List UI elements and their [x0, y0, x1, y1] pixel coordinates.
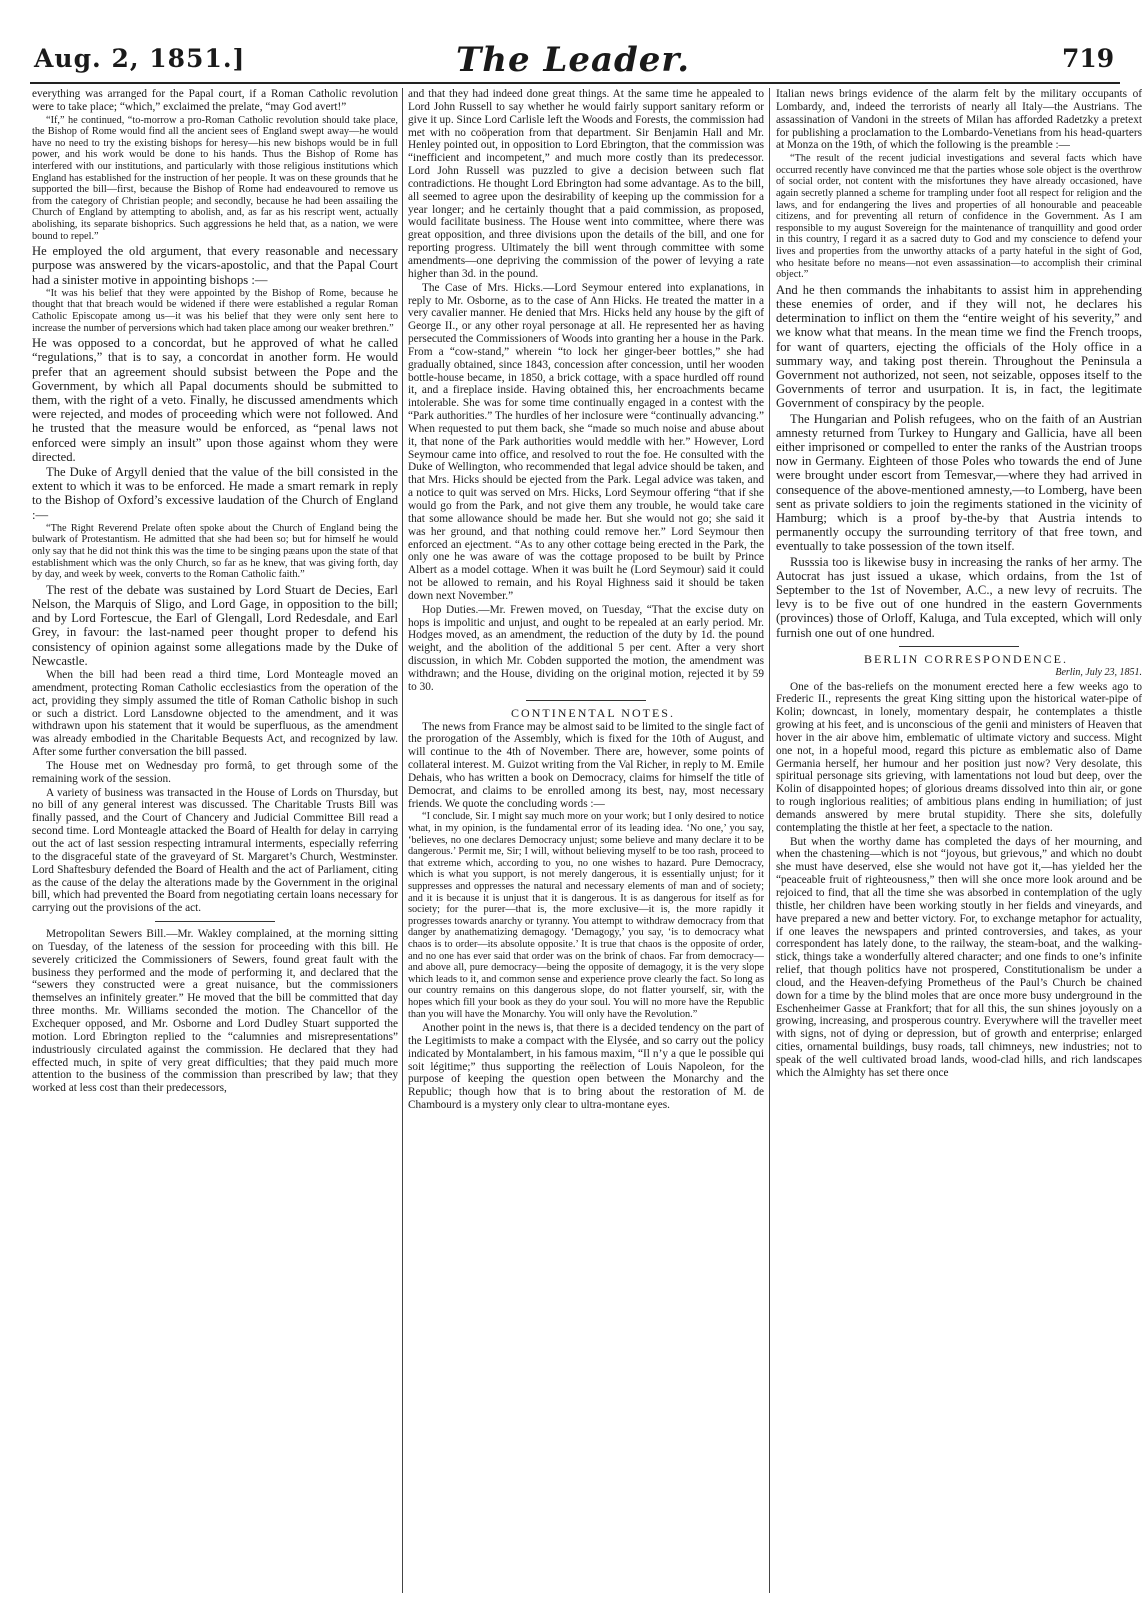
dateline: Berlin, July 23, 1851.: [1055, 666, 1142, 678]
paragraph: When the bill had been read a third time, Lord Monteagle moved an amendment, protecting Roman Catholic ecclesiastics from the operation of the act, providing they simply assumed the title of Roman Catholic bishop in such or such a district. Lord Lansdowne objected to the amendment, and it was withdrawn upon his statement that it would be superfluous, as the amendment was already embodied in the Charitable Bequests Act, and recognized by law. After some further conversation the bill passed.: [32, 669, 398, 759]
quotation: “The result of the recent judicial investigations and several facts which have occurred recently have convinced me that the parties whose sole object is the overthrow of social order, not content with the misfortunes they have already occasioned, have again secretly planned a scheme for trampling under foot all respect for religion and the laws, and for endangering the lives and properties of all honourable and peaceable citizens, and for preventing all return of confidence in the Government. As I am responsible to my august Sovereign for the maintenance of tranquillity and good order in this country, I regard it as a sacred duty to God and my conscience to defend your lives and properties from the unworthy attacks of a party hateful in the sight of God, who hesitate before no means—not even assassination—to accomplish their criminal object.”: [776, 153, 1142, 281]
quotation: “It was his belief that they were appointed by the Bishop of Rome, because he thought that that breach would be widened if there were established a regular Roman Catholic Episcopate among us—it was his belief that they were only sent here to increase the number of perversions which had taken place among our weaker brethren.”: [32, 287, 398, 334]
section-rule: [899, 646, 1019, 647]
paragraph: everything was arranged for the Papal court, if a Roman Catholic revolution were to take place; “which,” exclaimed the prelate, “may God avert!”: [32, 88, 398, 113]
paragraph: The Case of Mrs. Hicks.—Lord Seymour entered into explanations, in reply to Mr. Osborne, as to the case of Ann Hicks. He treated the matter in a very cavalier manner. He denied that Mrs. Hicks held any house by the gift of George II., or any other royal personage at all. He represented her as having persecuted the Commissioners of Woods into granting her a house in the Park. From a “cow-stand,” wherein “to lock her ginger-beer bottles,” she had gradually obtained, since 1843, concession after concession, until her wooden bottle-house became, in 1850, a brick cottage, with a space hurdled off round it, and a fireplace inside. Having obtained this, her encroachments became intolerable. She was for some time continually engaged in a contest with the “Park authorities.” The hurdles of her inclosure were “continually advancing.” When requested to put them back, she “made so much noise and abuse about it, that none of the Park authorities would meddle with her.” However, Lord Seymour came into office, and resolved to rout the foe. He consulted with the Duke of Wellington, who recommended that legal advice should be taken, and that Mrs. Hicks should be ejected from the Park. Legal advice was taken, and a notice to quit was served on Mrs. Hicks, Lord Seymour offering “that if she would go from the Park, and not give them any trouble, he would take care that some allowance should be made her. But she would not go; she said it was her ground, and that nothing could remove her.” Lord Seymour then enforced an ejectment. “As to any other cottage being erected in the Park, the only one he was aware of was the cottage proposed to be built by Prince Albert as a model cottage. When it was built he (Lord Seymour) said it could not be allowed to remain, and his Royal Highness said it should be taken down next November.”: [408, 281, 764, 602]
section-rule: [526, 700, 646, 701]
column-3: [776, 88, 1142, 1603]
masthead: [0, 0, 1146, 78]
section-heading: BERLIN CORRESPONDENCE.: [863, 651, 1068, 666]
paragraph: Hop Duties.—Mr. Frewen moved, on Tuesday, “That the excise duty on hops is impolitic and unjust, and ought to be repealed at an early period. Mr. Hodges moved, as an amendment, the reduction of the duty by 1d. the pound weight, and the abolition of the additional 5 per cent. After a very short discussion, in which Mr. Cobden supported the motion, the amendment was withdrawn; and the House, dividing on the original motion, rejected it by 59 to 30.: [408, 603, 764, 693]
section-rule: [155, 921, 275, 922]
paragraph: The Hungarian and Polish refugees, who on the faith of an Austrian amnesty returned from Turkey to Hungary and Gallicia, have all been either imprisoned or compelled to enter the ranks of the Austrian troops now in Germany. Eighteen of those Poles who towards the end of June were brought under escort from Temesvar,—where they had arrived in consequence of the above-mentioned amnesty,—to Lomberg, have been sent as private soldiers to join the regiments stationed in the vicinity of Hamburg; which is a proof by-the-by that Austria intends to permanently occupy the surrounding territory of that free town, and eventually to take possession of the town itself.: [776, 411, 1142, 554]
paragraph: and that they had indeed done great things. At the same time he appealed to Lord John Russell to say whether he would fairly support sanitary reform or give it up. Since Lord Carlisle left the Woods and Forests, the commission had met with no coöperation from that department. Sir Benjamin Hall and Mr. Henley pointed out, in opposition to Lord Ebrington, that the commission was “inefficient and incompetent,” and much more costly than its predecessor. Lord John Russell was puzzled to give a decision between such flat contradictions. He thought Lord Ebrington had some advantage. As to the bill, all seemed to agree upon the desirability of keeping up the commission for a year longer; and he certainly thought that a paid commission, as proposed, would facilitate business. The House went into committee, where there was great opposition, and three divisions upon the details of the bill, and one for reporting progress. Ultimately the bill went through committee with some amendments—one depriving the commission of the power of levying a rate higher than 3d. in the pound.: [408, 88, 764, 280]
paragraph: The House met on Wednesday pro formâ, to get through some of the remaining work of the session.: [32, 759, 398, 785]
paragraph: The rest of the debate was sustained by Lord Stuart de Decies, Earl Nelson, the Marquis of Sligo, and Lord Gage, in opposition to the bill; and by Lord Fortescue, the Earl of Glengall, Lord Redesdale, and Earl Grey, in favour: the last-named peer thought proper to defend his consistency of opinion against some allegations made by the Duke of Newcastle.: [32, 582, 398, 668]
column-divider-2: [769, 88, 770, 1593]
paragraph: A variety of business was transacted in the House of Lords on Thursday, but no bill of any general interest was discussed. The Charitable Trusts Bill was finally passed, and the Court of Chancery and Judicial Committee Bill read a second time. Lord Monteagle attacked the Board of Health for delay in carrying out the act of last session respecting intramural interments, especially referring to the disgraceful state of the graveyard of St. Margaret’s Church, Westminster. Lord Shaftesbury defended the Board of Health and the act of Parliament, citing as the cause of the delay the alterations made by the Government in the original bill, which had prevented the Board from negotiating certain loans necessary for carrying out the provisions of the act.: [32, 786, 398, 915]
paragraph: One of the bas-reliefs on the monument erected here a few weeks ago to Frederic II., represents the great King sitting upon the historical water-pipe of Kolin; downcast, in lonely, momentary despair, he contemplates a thistle growing at his feet, and is unconscious of the genii and ministers of Heaven that hover in the air above him, emblematic of ultimate victory and success. Might one not, in a hopeful mood, regard this picture as emblematic also of Dame Germania herself, her humour and her position just now? Very desolate, this spiritual personage sits grieving, with lamentations not loud but deep, over the Kolin of disappointed hopes; of glorious dreams dissolved into thin air, or gone to rough inglorious realities; of ambitious plans ending in humiliation; of just demands answered by mere brutal stupidity. There she sits, dolefully contemplating the thistle at her feet, a spectacle to the nation.: [776, 680, 1142, 834]
newspaper-title: The Leader.: [455, 40, 691, 80]
column-divider-1: [402, 88, 403, 1593]
masthead-rule: [30, 82, 1120, 84]
quotation: “The Right Reverend Prelate often spoke about the Church of England being the bulwark of Protestantism. He admitted that she had been so; but for himself he would only say that he did not think this was the time to be singing pæans upon the state of that establishment which was the only Church, so far as he knew, that was giving forth, day by day, and week by week, converts to the Roman Catholic faith.”: [32, 522, 398, 581]
column-2: [408, 88, 764, 1603]
paragraph: Metropolitan Sewers Bill.—Mr. Wakley complained, at the morning sitting on Tuesday, of the lateness of the session for proceeding with this bill. He severely criticized the Commissioners of Sewers, found great fault with the business they performed and the mode of performing it, and declared that the “sewers they constructed were a great nuisance, but the commissioners themselves an infinitely greater.” He moved that the bill be committed that day three months. Mr. Williams seconded the motion. The Chancellor of the Exchequer opposed, and Mr. Osborne and Lord Dudley Stuart supported the motion. Lord Ebrington replied to the “calumnies and misrepresentations” industriously circulated against the commission. He declared that they had effected much, in spite of very great difficulties; that they paid much more attention to the business of the commission than prescribed by law; that they worked at less cost than their predecessors,: [32, 928, 398, 1095]
paragraph: Russsia too is likewise busy in increasing the ranks of her army. The Autocrat has just issued a ukase, which ordains, from the 1st of September to the 1st of November, A.C., a new levy of recruits. The levy is to be five out of one hundred in the eastern Governments (provinces) those of Orloff, Kaluga, and Tula excepted, which will only furnish one out of one hundred.: [776, 554, 1142, 640]
quotation: “I conclude, Sir. I might say much more on your work; but I only desired to notice what, in my opinion, is the fundamental error of its leading idea. ‘No one,’ you say, ‘believes, no one declares Democracy unjust; some believe and many declare it to be dangerous.’ Permit me, Sir; I will, without believing myself to be too rash, proceed to that extreme which, according to you, no one wishes to hazard. Pure Democracy, which is what you support, is not merely dangerous, it is essentially unjust; for it suppresses and oppresses the natural and necessary elements of man and of society; and it is because it is unjust that it is dangerous. It is as dangerous for itself as for society; for the purer—that is, the more exclusive—it is, the more rapidly it progresses towards anarchy or tyranny. You attempt to withdraw democracy from that danger by anathematizing demagogy. ‘Demagogy,’ you say, ‘is to democracy what chaos is to order—its absolute opposite.’ It is true that chaos is the opposite of order, and no one has ever said that order was on the brink of chaos. Far from democracy—and above all, pure democracy—being the opposite of demagogy, it is the very slope which leads to it, and common sense and experience prove clearly the fact. So long as our country remains on this dangerous slope, do not flatter yourself, sir, with the hopes which fill your book as they do your soul. You will no more have the Republic than you will have the Monarchy. You will only have the Revolution.”: [408, 811, 764, 1020]
paragraph: And he then commands the inhabitants to assist him in apprehending these enemies of order, and if they will not, he declares his determination to inflict on them the “entire weight of his severity,” and we know what that means. In the mean time we find the French troops, for want of quarters, ejecting the officials of the Holy office in a summary way, and taking post therein. Throughout the Peninsula a Government not authorized, not seen, not seizable, opposes itself to the Governments of terror and usurpation. It is, in fact, the legitimate Government of conspiracy by the people.: [776, 282, 1142, 411]
paragraph: He was opposed to a concordat, but he approved of what he called “regulations,” that is to say, a concordat in another form. He would prefer that an agreement should subsist between the Pope and the Government, by which all Papal documents should be submitted to them, with the right of a veto. Finally, he discussed amendments which were rejected, and modes of proceeding which were not followed. And he trusted that the measure would be enforced, as “penal laws not enforced were simply an insult” upon those against whom they were directed.: [32, 336, 398, 464]
section-heading: CONTINENTAL NOTES.: [511, 705, 675, 720]
column-1: [32, 88, 398, 1603]
paragraph: Another point in the news is, that there is a decided tendency on the part of the Legitimists to make a compact with the Elysée, and so carry out the policy indicated by Montalambert, in his famous maxim, “Il n’y a que le possible qui soit légitime;” thus supporting the reëlection of Louis Napoleon, for the purpose of keeping the question open between the Monarchy and the Republic; though how that is to bring about the restoration of M. de Chambourd is a mystery only clear to ultra-montane eyes.: [408, 1022, 764, 1112]
paragraph: He employed the old argument, that every reasonable and necessary purpose was answered by the vicars-apostolic, and that the Papal Court had a sinister motive in appointing bishops :—: [32, 244, 398, 287]
paragraph: Italian news brings evidence of the alarm felt by the military occupants of Lombardy, and, indeed the terrorists of nearly all Italy—the Austrians. The assassination of Vandoni in the streets of Milan has afforded Radetzky a pretext for publishing a proclamation to the Lombardo-Venetians from his head-quarters at Monza on the 19th, of which the following is the preamble :—: [776, 88, 1142, 152]
quotation: “If,” he continued, “to-morrow a pro-Roman Catholic revolution should take place, the Bishop of Rome would find all the ancient sees of England swept away—he would have no need to try the existing bishops for heresy—his new bishops would be in full power, and his work would be done to his hands. Thus the Bishop of Rome has interfered with our institutions, and particularly with those religious institutions which England has established for the instruction of her people. It was on these grounds that he supported the bill—first, because the Bishop of Rome had endeavoured to remove us from the category of Christian people; and secondly, because he had been assailing the Church of England by attempting to abolish, and, as far as his rescript went, actually abolishing, its separate bishoprics. Such aggressions he held that, as a nation, we were bound to repel.”: [32, 114, 398, 242]
paragraph: The Duke of Argyll denied that the value of the bill consisted in the extent to which it was to be enforced. He made a smart remark in reply to the Bishop of Oxford’s excessive laudation of the Church of England :—: [32, 465, 398, 522]
issue-date: Aug. 2, 1851.]: [34, 44, 246, 73]
page-number: 719: [1062, 44, 1115, 73]
paragraph: The news from France may be almost said to be limited to the single fact of the prorogation of the Assembly, which is fixed for the 10th of August, and will continue to the 4th of November. There are, however, some points of collateral interest. M. Guizot writing from the Val Richer, in reply to M. Emile Dehais, who has written a book on Democracy, claims for himself the title of Democrat, and claims to be enrolled among its best, nay, most necessary friends. We quote the concluding words :—: [408, 720, 764, 810]
paragraph: But when the worthy dame has completed the days of her mourning, and when the chastening—which is not “joyous, but grievous,” and which no doubt she must have deserved, else she would not have got it,—has yielded her the “peaceable fruit of righteousness,” then will she once more look around and be rejoiced to find, that all the time she was absorbed in contemplation of the ugly thistle, her children have been working stoutly in her fields and vineyards, and have prepared a new and better victory. For, to exchange metaphor for actuality, if one leaves the newspapers and printed controversies, and takes, as your correspondent has lately done, to the railway, the steam-boat, and the walking-stick, things take a wonderfully altered character; and one finds to one’s infinite relief, that though politics have not prospered, Constitutionalism be under a cloud, and the Heaven-defying Prometheus of the Paul’s Church be chained down for a time by the blind moles that are once more busy underground in the Eschenheimer Gasse at Frankfort; that for all this, the sun shines joyously on a growing, increasing, and prosperous country. Everywhere will the traveller meet with signs, not of dying or depression, but of growth and enterprise; enlarged cities, ornamental buildings, busy roads, tall chimneys, new industries; not to speak of the well cultivated broad lands, wood-clad hills, and rich landscapes which the Almighty has set there once: [776, 835, 1142, 1079]
